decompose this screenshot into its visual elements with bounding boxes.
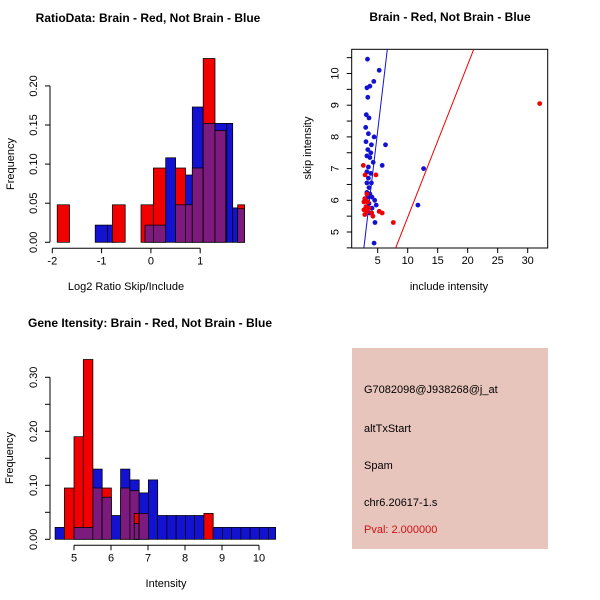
info-event-type: altTxStart [364,423,412,435]
histogram-bar-purple [145,225,153,242]
data-point-blue [368,171,373,176]
scatter-points-red [361,101,542,225]
histogram-bar-purple [134,524,139,540]
info-box [352,348,548,549]
data-point-blue [373,220,378,225]
histogram-bar-purple [176,205,186,243]
histogram-bar-blue [259,527,268,539]
x-tick-label: 5 [70,552,78,565]
data-point-blue [368,155,373,160]
histogram-bar-red [57,205,69,243]
gene-intensity-histogram-ylabel: Frequency [4,432,16,484]
histogram-bar-blue [167,516,176,540]
y-tick-label: 0.30 [28,366,40,389]
y-axis [45,86,50,242]
x-tick-label: 1 [197,255,204,268]
histogram-bar-purple [93,488,102,539]
plot-box [352,49,548,248]
histogram-bar-red [64,488,74,539]
histogram-bar-red [204,513,213,539]
x-tick-label: 5 [374,255,381,267]
data-point-blue [372,198,377,203]
histogram-bars [55,360,276,540]
data-point-red [361,163,366,168]
intensity-scatter-plot [330,49,548,267]
histogram-bar-blue [227,123,233,242]
histogram-bar-blue [55,527,64,539]
data-point-red [537,101,542,106]
x-axis [74,545,259,550]
data-point-blue [383,142,388,147]
data-point-red [362,200,367,205]
ratio-histogram-ylabel: Frequency [5,138,17,190]
histogram-bar-blue [233,208,238,242]
histogram-bar-purple [203,123,215,242]
data-point-red [391,220,396,225]
y-tick-label: 0.15 [28,114,40,136]
histogram-bar-blue [148,480,157,539]
histogram-bar-blue [195,516,204,540]
data-point-blue [365,181,370,186]
gene-intensity-histogram-plot [28,360,276,565]
info-pval: Pval: 2.000000 [364,524,438,536]
data-point-blue [364,139,369,144]
histogram-bar-blue [176,516,185,540]
histogram-bar-purple [139,513,148,539]
y-tick-label: 10 [329,67,342,80]
histogram-bar-blue [185,516,194,540]
data-point-blue [377,68,382,73]
x-tick-label: 20 [461,255,474,267]
y-tick-label: 0.20 [28,420,40,443]
histogram-bar-blue [222,527,231,539]
x-tick-label: 10 [252,552,266,565]
red-fit-line [396,49,474,247]
y-axis [347,58,352,248]
data-point-red [362,212,367,217]
data-point-red [374,173,379,178]
histogram-bar-purple [121,488,130,539]
x-tick-label: 15 [431,255,444,267]
fit-lines [364,49,474,247]
histogram-bar-blue [250,527,259,539]
intensity-scatter-title: Brain - Red, Not Brain - Blue [369,10,531,24]
y-tick-label: 0.05 [28,192,40,214]
x-tick-label: -2 [47,255,58,268]
histogram-bar-blue [166,158,176,243]
data-point-blue [369,181,374,186]
x-tick-label: -1 [96,255,107,268]
ratio-histogram-plot [28,59,245,268]
data-point-blue [416,203,421,208]
data-point-blue [380,163,385,168]
data-point-blue [367,185,372,190]
data-point-blue [371,160,376,165]
x-tick-label: 9 [218,552,226,565]
data-point-blue [369,142,374,147]
data-point-blue [374,203,379,208]
data-point-blue [363,125,368,130]
data-point-red [365,192,370,197]
x-tick-label: 25 [491,255,504,267]
data-point-blue [365,57,370,62]
gene-intensity-histogram-xlabel: Intensity [145,578,187,590]
info-gene-name: Spam [364,460,393,472]
data-point-blue [421,166,426,171]
histogram-bar-blue [232,527,241,539]
histogram-bar-purple [74,527,93,539]
x-tick-label: 30 [521,255,534,267]
data-point-blue [366,131,371,136]
intensity-scatter-panel [300,0,600,300]
gene-intensity-histogram-panel [0,300,300,600]
data-point-red [371,214,376,219]
y-tick-label: 0.00 [28,231,40,254]
data-point-red [363,173,368,178]
histogram-bar-purple [185,205,192,243]
y-tick-label: 8 [329,133,342,140]
histogram-bar-blue [158,516,167,540]
intensity-scatter-ylabel: skip intensity [302,116,314,180]
histogram-bar-blue [111,516,120,540]
y-tick-label: 7 [329,165,342,172]
data-point-blue [368,84,373,89]
x-tick-label: 0 [147,255,154,268]
y-tick-label: 0.20 [28,75,40,97]
y-tick-label: 0.00 [28,528,40,551]
ratio-histogram-title: RatioData: Brain - Red, Not Brain - Blue [35,11,261,25]
x-tick-label: 10 [401,255,414,267]
histogram-bar-purple [153,225,165,242]
histogram-bar-blue [269,527,276,539]
x-tick-label: 8 [181,552,189,565]
histogram-bar-blue [213,527,222,539]
y-tick-label: 6 [329,197,342,204]
data-point-blue [371,79,376,84]
y-tick-label: 9 [329,102,342,109]
data-point-blue [367,116,372,121]
data-point-blue [368,150,373,155]
histogram-bar-red [83,360,93,540]
gene-intensity-histogram-title: Gene Itensity: Brain - Red, Not Brain - Blue [27,316,273,330]
x-axis [52,248,200,253]
x-tick-label: 7 [144,552,152,565]
histogram-bar-purple [215,131,226,243]
x-axis [378,248,528,253]
histogram-bar-purple [102,497,111,539]
data-point-blue [372,241,377,246]
x-tick-label: 6 [107,552,115,565]
histogram-bar-blue [241,527,250,539]
histogram-bar-purple [192,168,203,242]
ratio-histogram-panel [0,0,300,300]
intensity-scatter-xlabel: include intensity [409,281,489,293]
ratio-histogram-xlabel: Log2 Ratio Skip/Include [67,281,185,293]
histogram-bar-red [74,437,83,540]
histogram-bar-blue [95,225,107,242]
data-point-blue [365,95,370,100]
y-tick-label: 0.10 [28,153,40,175]
histogram-bar-red [112,205,125,243]
info-probe-id: G7082098@J938268@j_at [364,384,498,396]
data-point-red [380,211,385,216]
data-point-blue [366,165,371,170]
histogram-bars [57,59,244,243]
info-location: chr6.20617-1.s [364,497,438,509]
y-tick-label: 5 [329,228,342,236]
y-tick-label: 0.10 [28,474,40,497]
histogram-bar-purple [238,209,245,243]
y-axis [45,377,50,539]
data-point-blue [372,135,377,140]
